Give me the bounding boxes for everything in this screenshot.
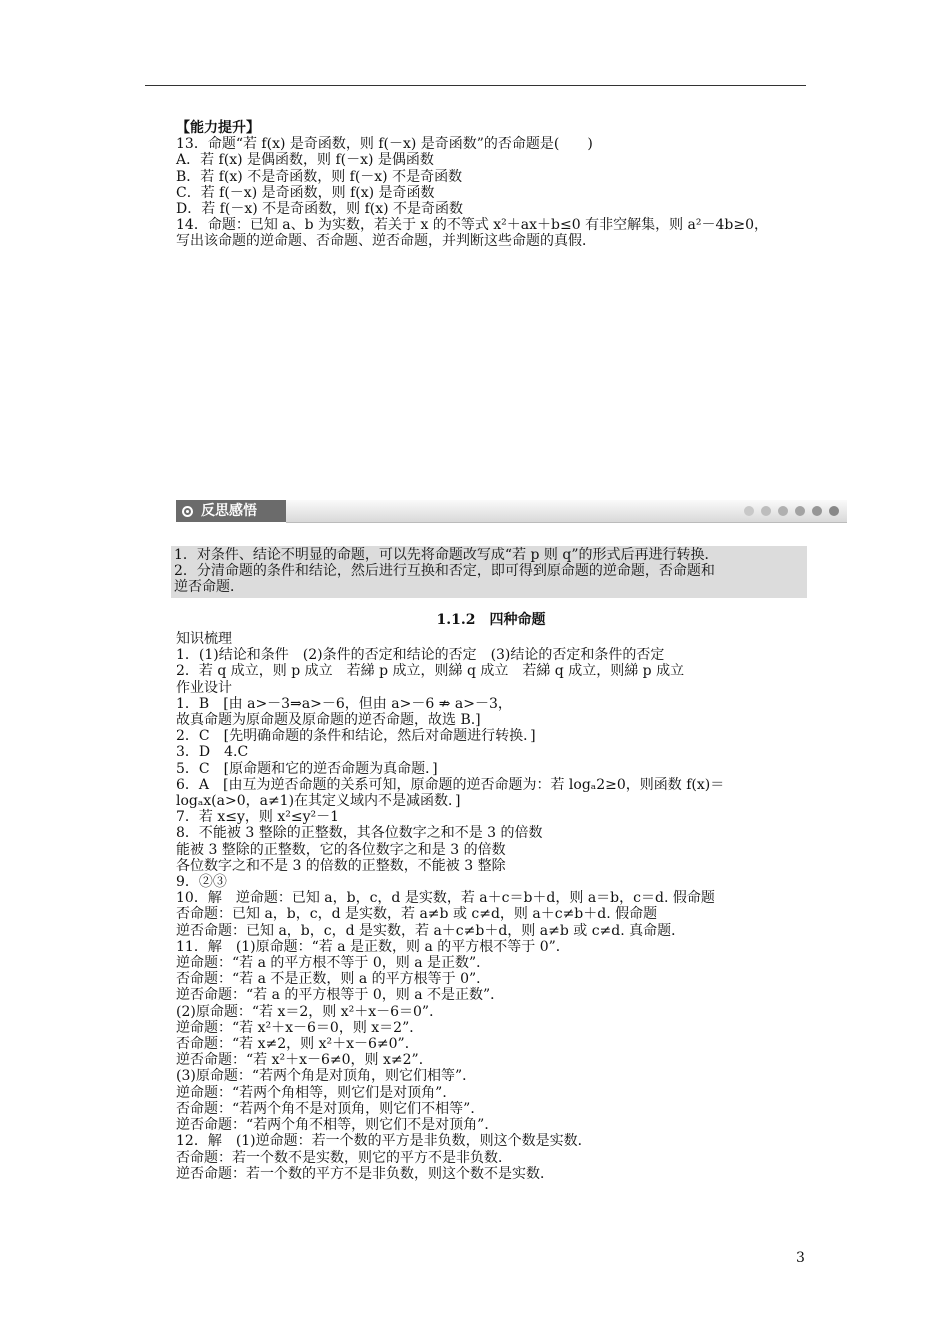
answer-line: 6．A [由互为逆否命题的关系可知，原命题的逆否命题为：若 logₐ2≥0，则函数 f(x)＝ bbox=[176, 776, 725, 793]
page-number: 3 bbox=[796, 1250, 805, 1266]
answer-line: 3．D 4.C bbox=[176, 744, 249, 761]
header-rule bbox=[145, 85, 806, 86]
question-14: 14．命题：已知 a、b 为实数，若关于 x 的不等式 x²＋ax＋b≤0 有非空解集，则 a²－4b≥0， bbox=[176, 217, 768, 234]
answer-line: 2．若 q 成立，则 p 成立 若綈 p 成立，则綈 q 成立 若綈 q 成立，则綈 p 成立 bbox=[176, 663, 685, 680]
reflection-strip bbox=[286, 500, 847, 523]
answer-line: 否命题：“若 a 不是正数，则 a 的平方根等于 0”． bbox=[176, 971, 491, 988]
option-a: A．若 f(x) 是偶函数，则 f(－x) 是偶函数 bbox=[176, 152, 434, 169]
answer-line: 逆否命题：若一个数的平方不是非负数，则这个数不是实数． bbox=[176, 1165, 554, 1182]
dot-icon bbox=[812, 506, 822, 516]
answer-line: 否命题：“若 x≠2，则 x²＋x－6≠0”． bbox=[176, 1036, 419, 1053]
answer-line: 否命题：“若两个角不是对顶角，则它们不相等”． bbox=[176, 1100, 485, 1117]
answer-line: 8．不能被 3 整除的正整数，其各位数字之和不是 3 的倍数 bbox=[176, 825, 543, 842]
reflection-line-2: 2．分清命题的条件和结论，然后进行互换和否定，即可得到原命题的逆命题，否命题和 bbox=[174, 563, 715, 580]
reflection-line-3: 逆否命题． bbox=[174, 579, 244, 596]
answer-line: 能被 3 整除的正整数，它的各位数字之和是 3 的倍数 bbox=[176, 841, 506, 858]
dot-icon bbox=[778, 506, 788, 516]
answer-line: 2．C [先明确命题的条件和结论，然后对命题进行转换．] bbox=[176, 728, 536, 745]
answer-line: 逆命题：“若两个角相等，则它们是对顶角”． bbox=[176, 1084, 457, 1101]
dot-icon bbox=[744, 506, 754, 516]
exercise-section bbox=[176, 120, 806, 250]
answer-line: 9．②③ bbox=[176, 874, 227, 891]
answer-line: 7．若 x≤y，则 x²≤y²－1 bbox=[176, 809, 340, 826]
target-circle-icon bbox=[182, 506, 193, 517]
answer-line: 12．解 (1)逆命题：若一个数的平方是非负数，则这个数是实数． bbox=[176, 1133, 592, 1150]
reflection-banner bbox=[176, 500, 847, 522]
answer-line: (3)原命题：“若两个角是对顶角，则它们相等”． bbox=[176, 1068, 477, 1085]
option-b: B．若 f(x) 不是奇函数，则 f(－x) 不是奇函数 bbox=[176, 168, 463, 185]
decorative-dots bbox=[744, 506, 839, 516]
answers-title: 1.1.2 四种命题 bbox=[436, 612, 546, 628]
answers-section bbox=[176, 631, 806, 1182]
question-14-cont: 写出该命题的逆命题、否命题、逆否命题，并判断这些命题的真假． bbox=[176, 233, 596, 250]
reflection-tag-label: 反思感悟 bbox=[201, 503, 257, 519]
question-13: 13．命题“若 f(x) 是奇函数，则 f(－x) 是奇函数”的否命题是( ) bbox=[176, 136, 593, 153]
answer-line: 1．B [由 a>－3⇒a>－6，但由 a>－6 ⇏ a>－3， bbox=[176, 695, 512, 712]
option-d: D．若 f(－x) 不是奇函数，则 f(x) 不是奇函数 bbox=[176, 201, 464, 218]
answer-line: 逆否命题：“若 a 的平方根等于 0，则 a 不是正数”． bbox=[176, 987, 505, 1004]
reflection-text bbox=[174, 547, 804, 596]
dot-icon bbox=[795, 506, 805, 516]
answer-line: 否命题：已知 a，b，c，d 是实数，若 a≠b 或 c≠d，则 a＋c≠b＋d. 假命题 bbox=[176, 906, 658, 923]
answer-line: 10．解 逆命题：已知 a，b，c，d 是实数，若 a＋c＝b＋d，则 a＝b，c＝d. 假命题 bbox=[176, 890, 715, 907]
reflection-tag bbox=[176, 500, 286, 522]
answer-line: 逆命题：“若 a 的平方根不等于 0，则 a 是正数”． bbox=[176, 955, 491, 972]
section-heading: 【能力提升】 bbox=[176, 120, 260, 136]
answer-line: 11．解 (1)原命题：“若 a 是正数，则 a 的平方根不等于 0”． bbox=[176, 938, 570, 955]
answer-line: logₐx(a>0，a≠1)在其定义域内不是减函数．] bbox=[176, 793, 461, 810]
answer-line: 各位数字之和不是 3 的倍数的正整数，不能被 3 整除 bbox=[176, 857, 506, 874]
answer-line: 逆否命题：已知 a，b，c，d 是实数，若 a＋c≠b＋d，则 a≠b 或 c≠d. 真命题． bbox=[176, 922, 686, 939]
answer-line: 1．(1)结论和条件 (2)条件的否定和结论的否定 (3)结论的否定和条件的否定 bbox=[176, 647, 665, 664]
dot-icon bbox=[761, 506, 771, 516]
dot-icon bbox=[829, 506, 839, 516]
answer-line: (2)原命题：“若 x＝2，则 x²＋x－6＝0”． bbox=[176, 1003, 444, 1020]
exercise-lines bbox=[176, 136, 806, 249]
answer-line: 逆命题：“若 x²＋x－6＝0，则 x＝2”． bbox=[176, 1019, 424, 1036]
reflection-line-1: 1．对条件、结论不明显的命题，可以先将命题改写成“若 p 则 q”的形式后再进行转换． bbox=[174, 547, 719, 563]
answer-line: 逆否命题：“若两个角不相等，则它们不是对顶角”． bbox=[176, 1117, 499, 1134]
option-c: C．若 f(－x) 是奇函数，则 f(x) 是奇函数 bbox=[176, 184, 435, 201]
answer-line: 5．C [原命题和它的逆否命题为真命题．] bbox=[176, 760, 438, 777]
answer-line: 逆否命题：“若 x²＋x－6≠0，则 x≠2”． bbox=[176, 1052, 433, 1069]
answer-line: 否命题：若一个数不是实数，则它的平方不是非负数． bbox=[176, 1149, 512, 1166]
answer-line: 知识梳理 bbox=[176, 631, 232, 647]
answer-line: 故真命题为原命题及原命题的逆否命题，故选 B.] bbox=[176, 712, 481, 729]
answer-line: 作业设计 bbox=[176, 679, 232, 696]
